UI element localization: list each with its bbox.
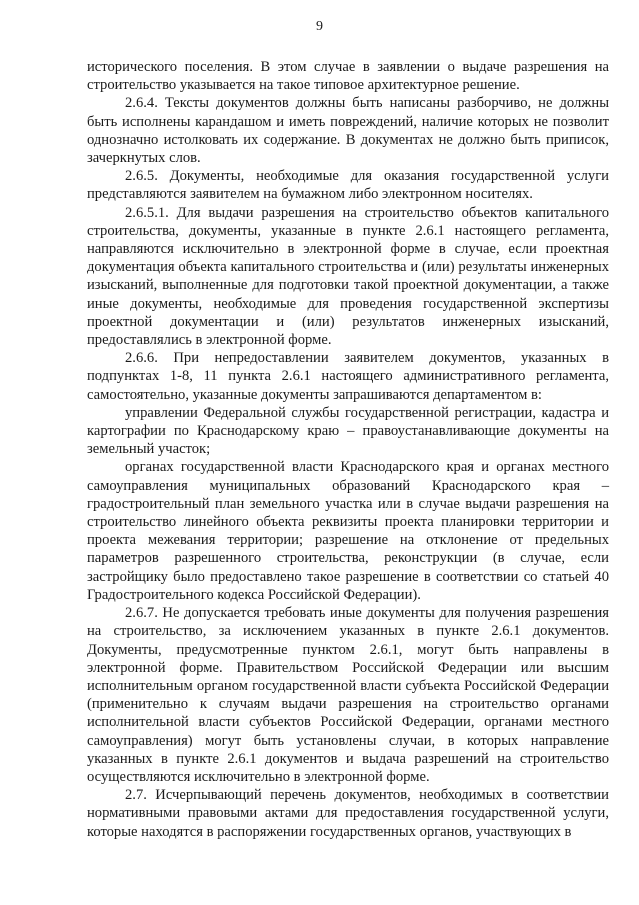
paragraph-historical-settlement: исторического поселения. В этом случае в заявлении о выдаче разрешения на строительство указывается на такое типовое архитектурное решение. — [87, 59, 609, 94]
paragraph-2-6-5-1: 2.6.5.1. Для выдачи разрешения на строительство объектов капитального строительства, документы, указанные в пункте 2.6.1 настоящего регламента, направляются исключительно в электронной форме в случае, если проектная документация объекта капитального строительства и (или) результаты инженерных изысканий, выполненные для подготовки такой проектной документации, а также иные документы, необходимые для проведения государственной экспертизы проектной документации и (или) результатов инженерных изысканий, предоставлялись в электронной форме. — [87, 204, 609, 349]
paragraph-2-6-6: 2.6.6. При непредоставлении заявителем документов, указанных в подпунктах 1-8, 11 пункта 2.6.1 настоящего административного регламента, самостоятельно, указанные документы запрашиваются департаментом в: — [87, 350, 609, 403]
document-body — [87, 58, 609, 841]
paragraph-2-6-7: 2.6.7. Не допускается требовать иные документы для получения разрешения на строительство, за исключением указанных в пункте 2.6.1 документов. Документы, предусмотренные пунктом 2.6.1, могут быть направлены в электронной форме. Правительством Российской Федерации или высшим исполнительным органом государственной власти субъекта Российской Федерации (применительно к случаям выдачи разрешения на строительство органами исполнительной власти субъектов Российской Федерации, органами местного самоуправления) могут быть установлены случаи, в которых направление указанных в пункте 2.6.1 документов и выдача разрешений на строительство осуществляются исключительно в электронной форме. — [87, 605, 609, 785]
paragraph-regional-authorities-item: органах государственной власти Краснодарского края и органах местного самоуправления муниципальных образований Краснодарского края – градостроительный план земельного участка или в случае выдачи разрешения на строительство линейного объекта реквизиты проекта планировки территории и проекта межевания территории; разрешение на отклонение от предельных параметров разрешенного строительства, реконструкции (в случае, если застройщику было предоставлено такое разрешение в соответствии со статьей 40 Градостроительного кодекса Российской Федерации). — [87, 459, 609, 603]
paragraph-2-7: 2.7. Исчерпывающий перечень документов, необходимых в соответствии нормативными правовыми актами для предоставления государственной услуги, которые находятся в распоряжении государственных органов, участвующих в — [87, 787, 609, 840]
paragraph-2-6-5: 2.6.5. Документы, необходимые для оказания государственной услуги представляются заявителем на бумажном либо электронном носителях. — [87, 168, 609, 203]
paragraph-2-6-4: 2.6.4. Тексты документов должны быть написаны разборчиво, не должны быть исполнены карандашом и иметь повреждений, наличие которых не позволит однозначно истолковать их содержание. В документах не должно быть приписок, зачеркнутых слов. — [87, 95, 609, 167]
paragraph-rosreestr-item: управлении Федеральной службы государственной регистрации, кадастра и картографии по Краснодарскому краю – правоустанавливающие документы на земельный участок; — [87, 404, 609, 458]
page-number: 9 — [316, 19, 323, 34]
